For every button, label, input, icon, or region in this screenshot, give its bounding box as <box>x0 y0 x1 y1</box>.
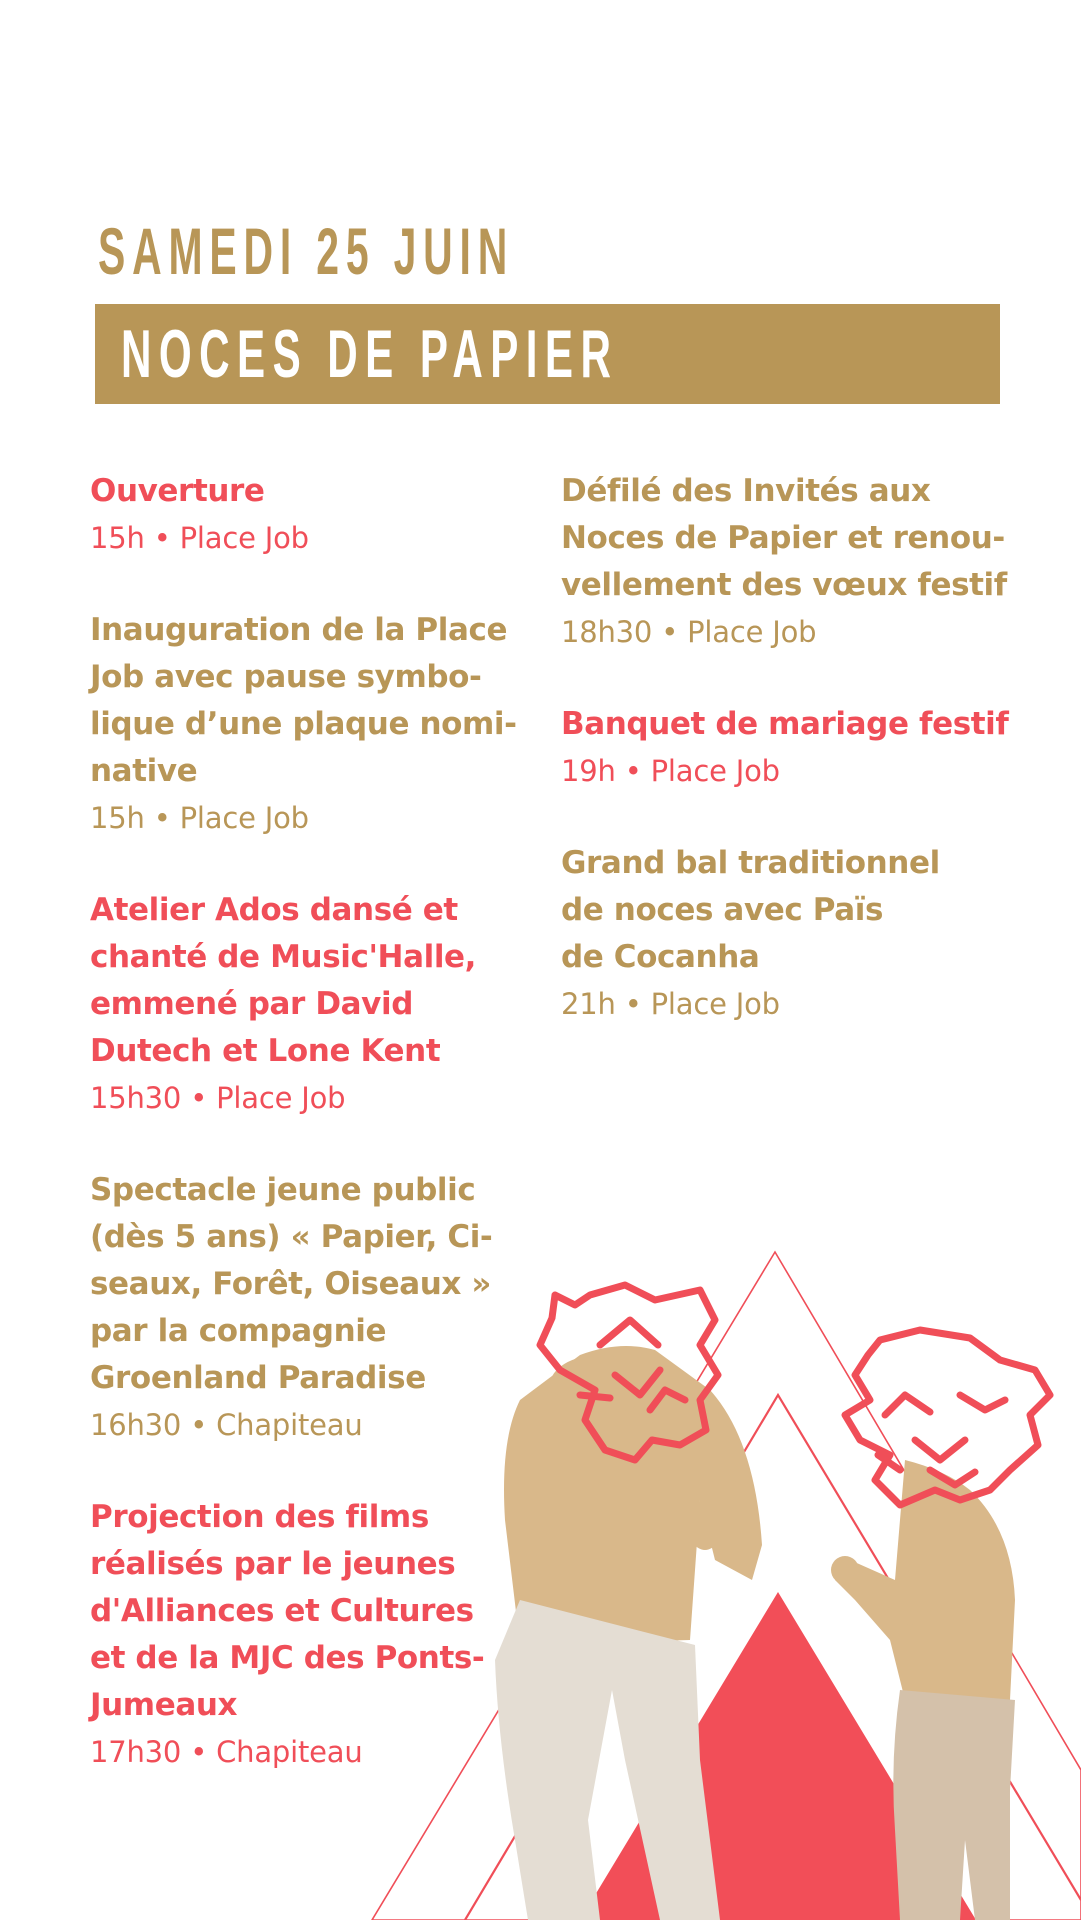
program-item-title: Atelier Ados dansé et chanté de Music'Halle, emmené par David Dutech et Lone Kent <box>90 892 477 1069</box>
program-item <box>90 887 520 1122</box>
program-item-title: Inauguration de la Place Job avec pause symbo- lique d’une plaque nomi- native <box>90 612 517 789</box>
program-item-title: Ouverture <box>90 473 265 509</box>
program-item-title: Projection des films réalisés par le jeunes d'Alliances et Cultures et de la MJC des Ponts- Jumeaux <box>90 1499 485 1723</box>
program-item-time-place: 17h30 • Chapiteau <box>90 1735 363 1769</box>
program-column-right <box>561 468 1021 1073</box>
program-item-title: Banquet de mariage festif <box>561 706 1009 742</box>
program-column-left <box>90 468 520 1821</box>
program-item <box>90 607 520 842</box>
program-item <box>561 468 1021 656</box>
program-item-time-place: 15h30 • Place Job <box>90 1081 346 1115</box>
program-item-time-place: 16h30 • Chapiteau <box>90 1408 363 1442</box>
program-item-time-place: 15h • Place Job <box>90 801 309 835</box>
program-item-time-place: 19h • Place Job <box>561 754 780 788</box>
program-item <box>90 1167 520 1449</box>
program-item-title: Défilé des Invités aux Noces de Papier et renou- vellement des vœux festif <box>561 473 1007 603</box>
event-title: NOCES DE PAPIER <box>121 316 619 392</box>
program-item <box>561 840 1021 1028</box>
program-item-time-place: 15h • Place Job <box>90 521 309 555</box>
paper-flower-mask-icon <box>845 1330 1050 1505</box>
program-item-title: Spectacle jeune public (dès 5 ans) « Papier, Ci- seaux, Forêt, Oiseaux » par la compagnie Groenland Paradise <box>90 1172 493 1396</box>
program-item-time-place: 21h • Place Job <box>561 987 780 1021</box>
program-item-title: Grand bal traditionnel de noces avec Païs de Cocanha <box>561 845 940 975</box>
program-item <box>561 701 1021 795</box>
date-heading: SAMEDI 25 JUIN <box>98 214 515 288</box>
program-item <box>90 468 520 562</box>
program-item <box>90 1494 520 1776</box>
program-item-time-place: 18h30 • Place Job <box>561 615 817 649</box>
